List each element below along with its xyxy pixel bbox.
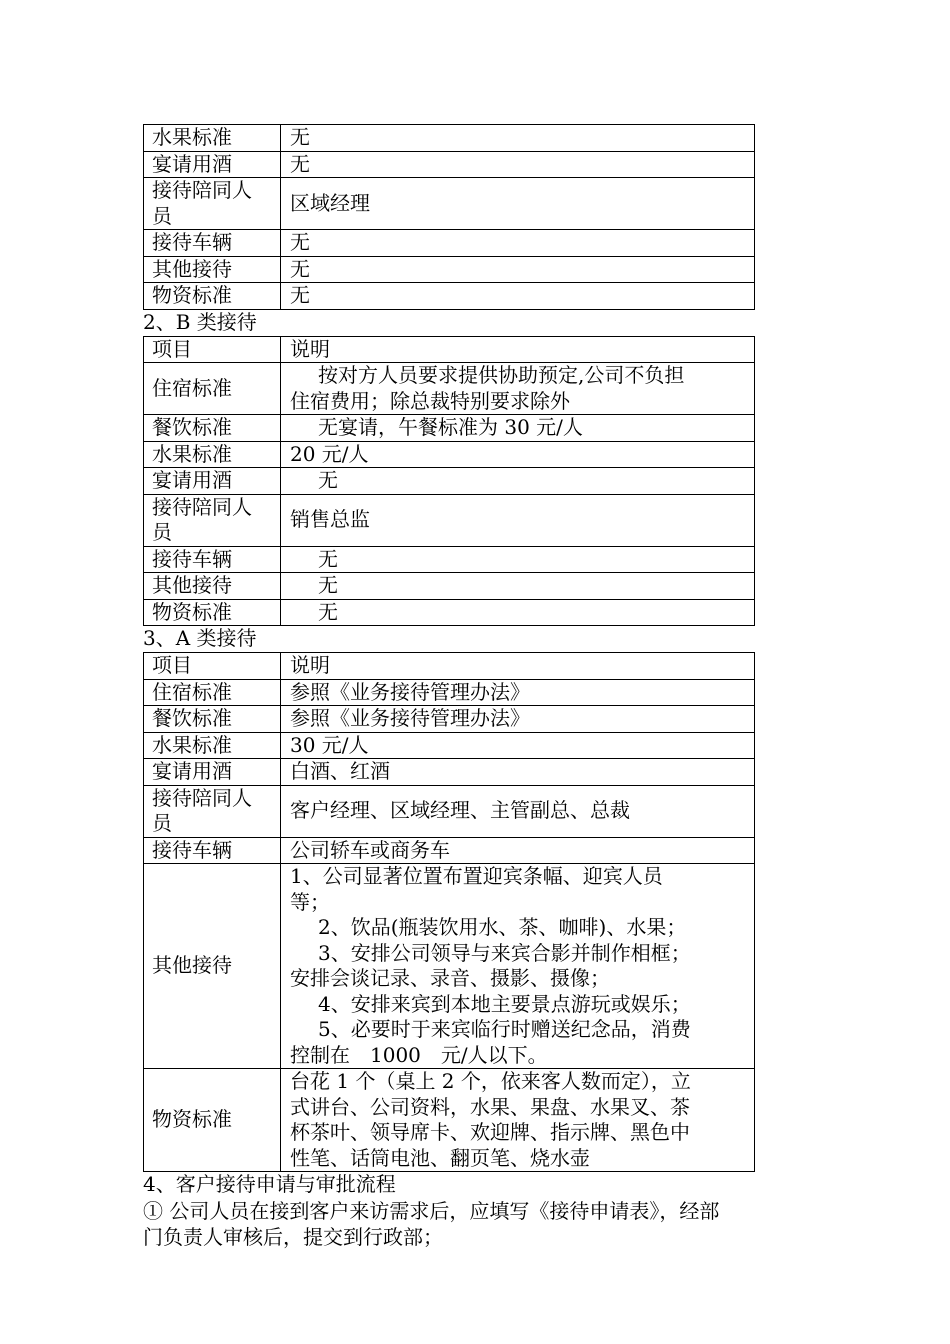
row-value: 20 元/人 xyxy=(281,441,755,468)
table-row xyxy=(144,468,755,495)
row-key: 水果标准 xyxy=(144,732,281,759)
row-key: 住宿标准 xyxy=(144,363,281,415)
row-key: 接待陪同人 员 xyxy=(144,494,281,546)
table-row xyxy=(144,1069,755,1172)
row-key: 其他接待 xyxy=(144,573,281,600)
column-header-desc: 说明 xyxy=(281,653,755,680)
table-header-row xyxy=(144,653,755,680)
row-value: 区域经理 xyxy=(281,178,755,230)
row-key: 住宿标准 xyxy=(144,679,281,706)
row-value: 无 xyxy=(281,599,755,626)
section-heading: 3、A 类接待 xyxy=(143,626,257,650)
row-value: 无 xyxy=(281,468,755,495)
table-row xyxy=(144,125,755,152)
document-page xyxy=(143,124,813,1250)
row-key: 宴请用酒 xyxy=(144,468,281,495)
row-value: 台花 1 个（桌上 2 个，依来客人数而定），立 式讲台、公司资料，水果、果盘、水果叉、茶 杯茶叶、领导席卡、欢迎牌、指示牌、黑色中 性笔、话筒电池、翻页笔、烧水壶 xyxy=(281,1069,755,1172)
column-header-item: 项目 xyxy=(144,653,281,680)
row-value: 无 xyxy=(281,256,755,283)
row-value: 按对方人员要求提供协助预定,公司不负担 住宿费用；除总裁特别要求除外 xyxy=(281,363,755,415)
row-key: 其他接待 xyxy=(144,864,281,1069)
row-key: 水果标准 xyxy=(144,125,281,152)
table-row xyxy=(144,178,755,230)
row-key: 接待车辆 xyxy=(144,837,281,864)
row-key: 物资标准 xyxy=(144,1069,281,1172)
row-key: 接待车辆 xyxy=(144,546,281,573)
table-row xyxy=(144,256,755,283)
row-value: 白酒、红酒 xyxy=(281,759,755,786)
row-key: 接待陪同人 员 xyxy=(144,785,281,837)
table-row xyxy=(144,573,755,600)
table-row xyxy=(144,441,755,468)
section-heading: 2、B 类接待 xyxy=(143,309,257,334)
row-key: 其他接待 xyxy=(144,256,281,283)
table-a-class xyxy=(143,652,755,1172)
row-value: 无 xyxy=(281,151,755,178)
column-header-desc: 说明 xyxy=(281,336,755,363)
row-key: 物资标准 xyxy=(144,283,281,310)
table-c-class xyxy=(143,124,755,310)
table-row xyxy=(144,785,755,837)
table-row xyxy=(144,864,755,1069)
table-row xyxy=(144,732,755,759)
row-value: 1、公司显著位置布置迎宾条幅、迎宾人员 等； 2、饮品(瓶装饮用水、茶、咖啡)、水果； 3、安排公司领导与来宾合影并制作相框； 安排会谈记录、录音、摄影、摄像； 4、安排来宾到本地主要景点游玩或娱乐； 5、必要时于来宾临行时赠送纪念品，消费 控制在 1000 元/人以下。 xyxy=(281,864,755,1069)
row-value: 无 xyxy=(281,125,755,152)
table-row xyxy=(144,151,755,178)
row-value: 无宴请，午餐标准为 30 元/人 xyxy=(281,415,755,442)
column-header-item: 项目 xyxy=(144,336,281,363)
table-row xyxy=(144,283,755,310)
row-key: 餐饮标准 xyxy=(144,706,281,733)
table-row xyxy=(144,599,755,626)
row-key: 水果标准 xyxy=(144,441,281,468)
row-key: 宴请用酒 xyxy=(144,759,281,786)
row-value: 无 xyxy=(281,230,755,257)
row-value: 无 xyxy=(281,283,755,310)
row-key: 物资标准 xyxy=(144,599,281,626)
row-value: 公司轿车或商务车 xyxy=(281,837,755,864)
row-key: 餐饮标准 xyxy=(144,415,281,442)
row-value: 参照《业务接待管理办法》 xyxy=(281,706,755,733)
row-value: 销售总监 xyxy=(281,494,755,546)
row-key: 接待车辆 xyxy=(144,230,281,257)
row-value: 客户经理、区域经理、主管副总、总裁 xyxy=(281,785,755,837)
section-heading: 4、客户接待申请与审批流程 xyxy=(143,1172,396,1196)
table-b-class xyxy=(143,336,755,627)
row-value: 无 xyxy=(281,573,755,600)
body-paragraph: ① 公司人员在接到客户来访需求后，应填写《接待申请表》，经部 门负责人审核后，提交到行政部； xyxy=(143,1199,720,1249)
row-key: 宴请用酒 xyxy=(144,151,281,178)
table-row xyxy=(144,546,755,573)
table-row xyxy=(144,415,755,442)
table-row xyxy=(144,706,755,733)
table-header-row xyxy=(144,336,755,363)
table-row xyxy=(144,494,755,546)
row-value: 30 元/人 xyxy=(281,732,755,759)
row-value: 无 xyxy=(281,546,755,573)
row-key: 接待陪同人 员 xyxy=(144,178,281,230)
table-row xyxy=(144,363,755,415)
table-row xyxy=(144,230,755,257)
table-row xyxy=(144,679,755,706)
table-row xyxy=(144,759,755,786)
table-row xyxy=(144,837,755,864)
row-value: 参照《业务接待管理办法》 xyxy=(281,679,755,706)
